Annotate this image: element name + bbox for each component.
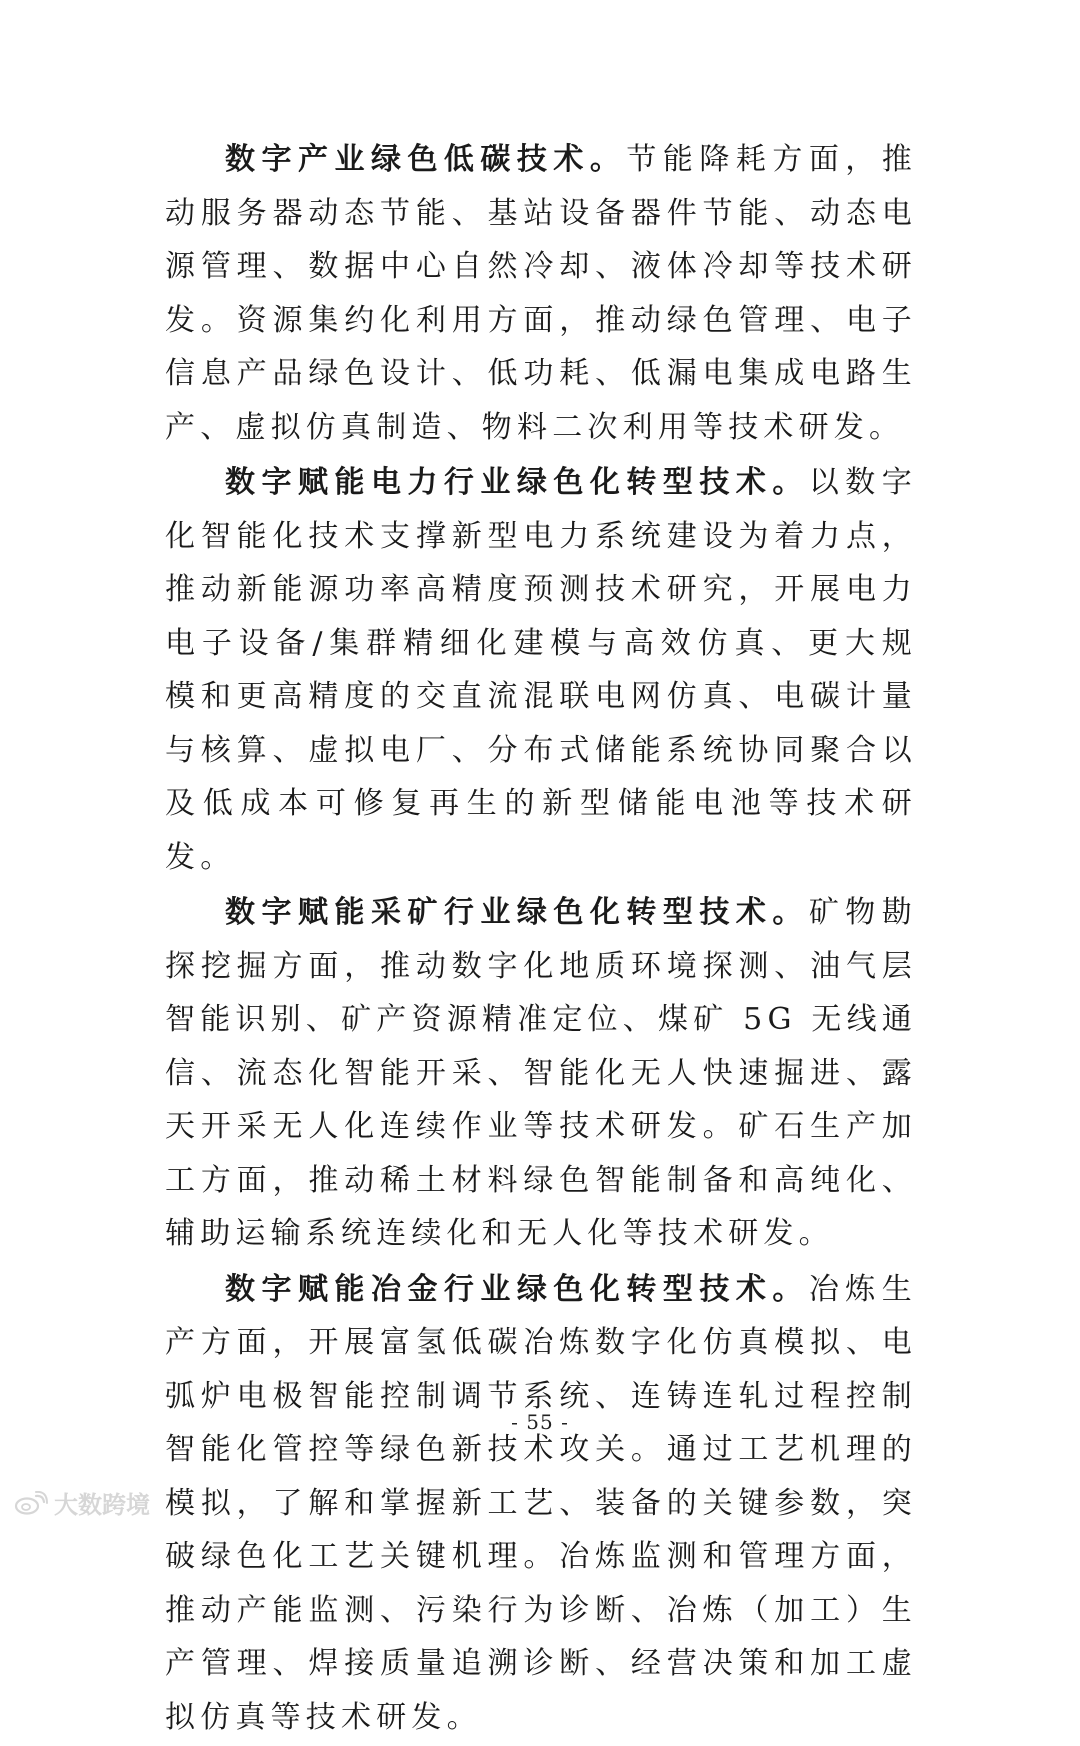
watermark	[14, 1485, 150, 1520]
watermark-text: 大数跨境	[54, 1491, 150, 1519]
paragraph-heading: 数字赋能电力行业绿色化转型技术。	[225, 465, 809, 500]
paragraph-text: 以数字化智能化技术支撑新型电力系统建设为着力点，推动新能源功率高精度预测技术研究，开展电力电子设备/集群精细化建模与高效仿真、更大规模和更高精度的交直流混联电网仿真、电碳计量与核算、虚拟电厂、分布式储能系统协同聚合以及低成本可修复再生的新型储能电池等技术研发。	[165, 465, 917, 875]
weibo-logo-icon	[14, 1491, 48, 1515]
paragraph-text: 节能降耗方面，推动服务器动态节能、基站设备器件节能、动态电源管理、数据中心自然冷却、液体冷却等技术研发。资源集约化利用方面，推动绿色管理、电子信息产品绿色设计、低功耗、低漏电集成电路生产、虚拟仿真制造、物料二次利用等技术研发。	[165, 142, 917, 445]
paragraph-text: 冶炼生产方面，开展富氢低碳冶炼数字化仿真模拟、电弧炉电极智能控制调节系统、连铸连轧过程控制智能化管控等绿色新技术攻关。通过工艺机理的模拟，了解和掌握新工艺、装备的关键参数，突破绿色化工艺关键机理。冶炼监测和管理方面，推动产能监测、污染行为诊断、冶炼（加工）生产管理、焊接质量追溯诊断、经营决策和加工虚拟仿真等技术研发。	[165, 1271, 917, 1735]
paragraph-heading: 数字产业绿色低碳技术。	[225, 142, 627, 177]
paragraph-heading: 数字赋能采矿行业绿色化转型技术。	[225, 895, 809, 930]
paragraph-mining-industry	[165, 886, 917, 1261]
document-body	[165, 133, 917, 1746]
paragraph-power-industry	[165, 456, 917, 884]
paragraph-heading: 数字赋能冶金行业绿色化转型技术。	[225, 1271, 809, 1307]
paragraph-text: 矿物勘探挖掘方面，推动数字化地质环境探测、油气层智能识别、矿产资源精准定位、煤矿 5G 无线通信、流态化智能开采、智能化无人快速掘进、露天开采无人化连续作业等技术研发。矿石生产加工方面，推动稀土材料绿色智能制备和高纯化、辅助运输系统连续化和无人化等技术研发。	[165, 895, 917, 1251]
paragraph-digital-industry	[165, 133, 917, 454]
paragraph-metallurgy-industry	[165, 1263, 917, 1745]
page-number: - 55 -	[511, 1410, 569, 1434]
